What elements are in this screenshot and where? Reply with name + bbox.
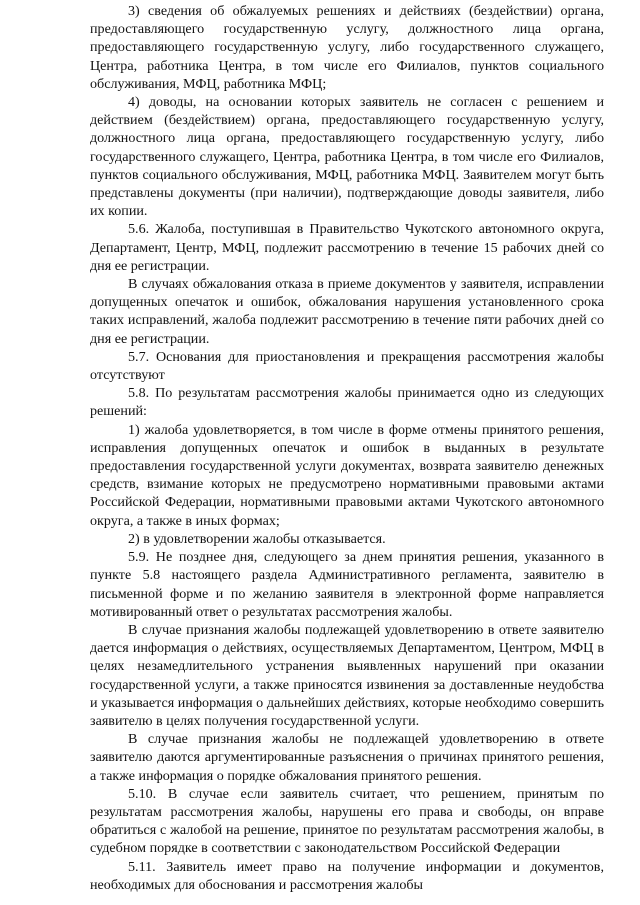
- paragraph-refusal-review-period: В случаях обжалования отказа в приеме документов у заявителя, исправлении допущенных опечаток и ошибок, обжалования нарушения установленного срока таких исправлений, жалоба подлежит рассмотрению в течение пяти рабочих дней со дня ее регистрации.: [90, 276, 604, 347]
- paragraph-decision-refused: 2) в удовлетворении жалобы отказывается.: [128, 530, 386, 547]
- paragraph-complaint-not-satisfied-info: В случае признания жалобы не подлежащей удовлетворению в ответе заявителю даются аргументированные разъяснения о причинах принятого решения, а также информация о порядке обжалования принятого решения.: [90, 731, 604, 784]
- paragraph-5-10-court-appeal: 5.10. В случае если заявитель считает, что решением, принятым по результатам рассмотрения жалобы, нарушены его права и свободы, он вправе обратиться с жалобой на решение, принятое по результатам рассмотрения жалобы, в судебном порядке в соответствии с законодательством Российской Федерации: [90, 785, 604, 857]
- paragraph-5-8-decision-types: 5.8. По результатам рассмотрения жалобы принимается одно из следующих решений:: [90, 385, 604, 420]
- paragraph-5-7-suspension-grounds: 5.7. Основания для приостановления и прекращения рассмотрения жалобы отсутствуют: [90, 348, 604, 384]
- paragraph-5-11-right-to-information: 5.11. Заявитель имеет право на получение информации и документов, необходимых для обоснования и рассмотрения жалобы: [90, 858, 604, 893]
- paragraph-5-9-response-notice: 5.9. Не позднее дня, следующего за днем принятия решения, указанного в пункте 5.8 настоящего раздела Административного регламента, заявителю в письменной форме и по желанию заявителя в электронной форме направляется мотивированный ответ о результатах рассмотрения жалобы.: [90, 549, 604, 620]
- paragraph-item-3-complaint-details: 3) сведения об обжалуемых решениях и действиях (бездействии) органа, предоставляющего государственную услугу, должностного лица органа, предоставляющего государственную услугу, либо государственного служащего, Центра, работника Центра, в том числе его Филиалов, пунктов социального обслуживания, МФЦ, работника МФЦ;: [90, 3, 604, 92]
- paragraph-5-6-review-period: 5.6. Жалоба, поступившая в Правительство Чукотского автономного округа, Департамент, Центр, МФЦ, подлежит рассмотрению в течение 15 рабочих дней со дня ее регистрации.: [90, 221, 604, 274]
- paragraph-complaint-satisfied-info: В случае признания жалобы подлежащей удовлетворению в ответе заявителю дается информация о действиях, осуществляемых Департаментом, Центром, МФЦ в целях незамедлительного устранения выявленных нарушений при оказании государственной услуги, а также приносятся извинения за доставленные неудобства и указывается информация о дальнейших действиях, которые необходимо совершить заявителю в целях получения государственной услуги.: [90, 621, 604, 729]
- paragraph-item-4-arguments: 4) доводы, на основании которых заявитель не согласен с решением и действием (бездействием) органа, предоставляющего государственную услугу, должностного лица органа, предоставляющего государственную услугу, либо государственного служащего, Центра, работника Центра, в том числе его Филиалов, пунктов социального обслуживания, МФЦ, работника МФЦ. Заявителем могут быть представлены документы (при наличии), подтверждающие доводы заявителя, либо их копии.: [90, 94, 604, 220]
- paragraph-decision-satisfied: 1) жалоба удовлетворяется, в том числе в форме отмены принятого решения, исправления допущенных опечаток и ошибок в выданных в результате предоставления государственной услуги документах, возврата заявителю денежных средств, взимание которых не предусмотрено нормативными правовыми актами Российской Федерации, нормативными правовыми актами Чукотского автономного округа, а также в иных формах;: [90, 421, 604, 529]
